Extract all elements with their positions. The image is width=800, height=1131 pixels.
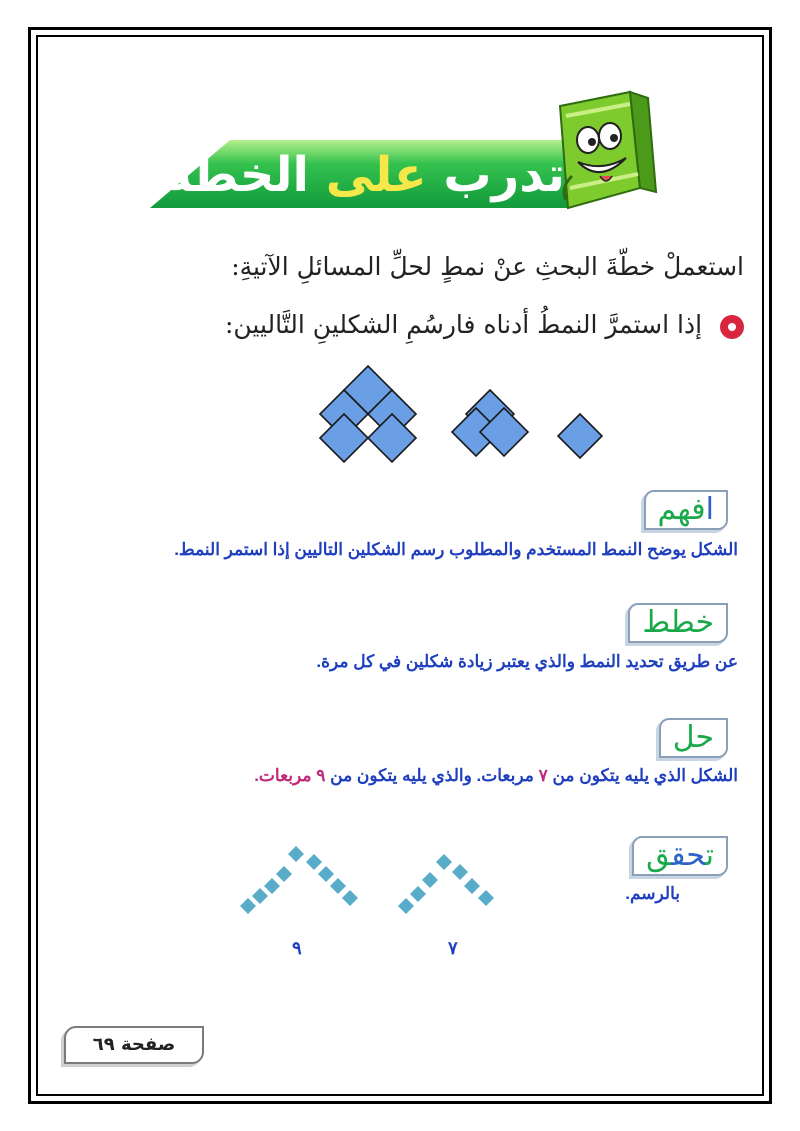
- page-number-badge: [64, 1026, 204, 1064]
- instruction-text: استعملْ خطّةَ البحثِ عنْ نمطٍ لحلِّ المسائلِ الآتيةِ:: [231, 252, 744, 281]
- banner-title: [144, 140, 565, 210]
- question-line: [64, 310, 744, 339]
- pattern-square: [558, 414, 602, 458]
- understand-label-letter: ا: [705, 492, 714, 527]
- step-label-plan: خطط: [628, 603, 728, 643]
- page-number: ٦٩: [92, 1034, 115, 1055]
- check-text: بالرسم.: [625, 884, 680, 903]
- solve-text-c: مربعات.: [254, 766, 312, 785]
- solve-number-seven: ٧: [538, 766, 548, 785]
- banner-title-word1: تدرب: [443, 147, 565, 203]
- step-label-solve: حل: [659, 718, 728, 758]
- answer-figure-nine: [240, 846, 358, 914]
- understand-text: الشكل يوضح النمط المستخدم والمطلوب رسم الشكلين التاليين إذا استمر النمط.: [174, 540, 738, 559]
- book-mascot-icon: [530, 88, 670, 213]
- check-label-a: ت: [705, 838, 714, 873]
- answer-figures: [230, 840, 510, 915]
- solve-text-a: الشكل الذي يليه يتكون من: [552, 766, 738, 785]
- step-label-check: [632, 836, 728, 876]
- step-label-understand: [644, 490, 728, 530]
- banner-title-accent: على: [325, 147, 427, 203]
- question-bullet-icon: [720, 315, 744, 339]
- solve-number-nine: ٩: [316, 766, 326, 785]
- figure-count-right: ٧: [448, 938, 458, 958]
- banner-title-word2: الخطة:: [144, 147, 309, 203]
- solve-text: [48, 766, 738, 786]
- page-label: صفحة: [121, 1034, 176, 1055]
- check-label-highlight: حق: [671, 838, 706, 873]
- question-text: إذا استمرَّ النمطُ أدناه فارسُمِ الشكلينِ التَّاليين:: [224, 310, 703, 339]
- figure-count-left: ٩: [292, 938, 302, 958]
- understand-label-rest: فهم: [657, 492, 706, 527]
- pattern-figures: [310, 360, 610, 470]
- plan-text: عن طريق تحديد النمط والذي يعتبر زيادة شكلين في كل مرة.: [316, 652, 738, 671]
- check-label-b: ق: [646, 838, 672, 873]
- solve-text-b: مربعات. والذي يليه يتكون من: [330, 766, 534, 785]
- answer-figure-seven: [398, 854, 494, 914]
